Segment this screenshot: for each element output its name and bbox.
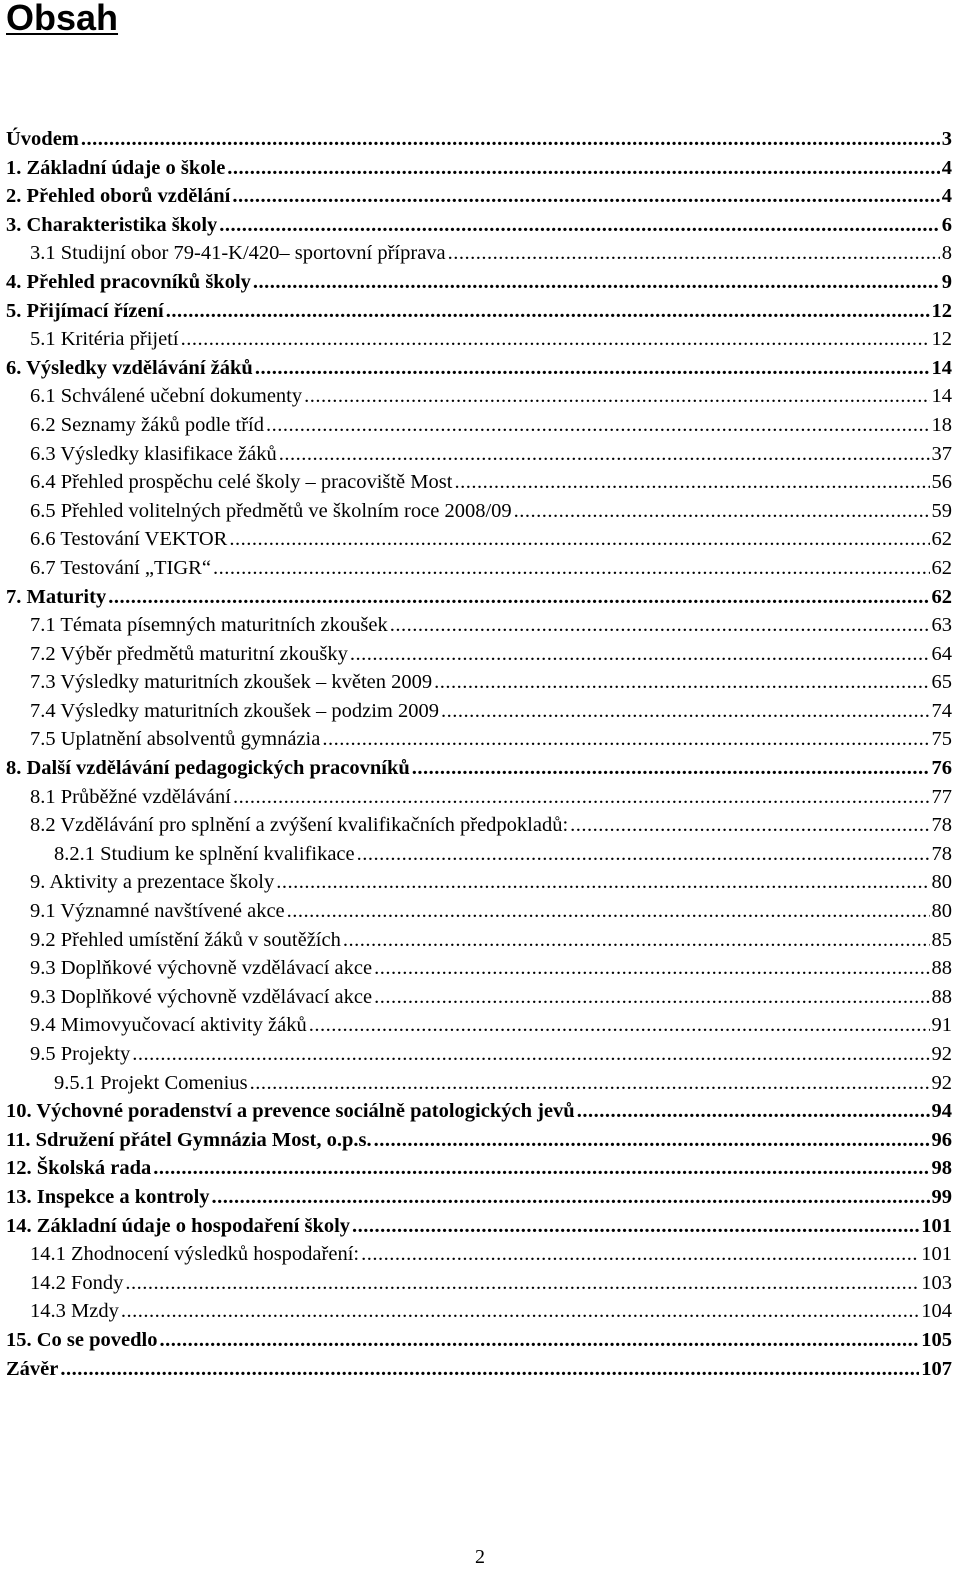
toc-dot-leader xyxy=(514,497,930,526)
toc-entry-title: Závěr xyxy=(6,1357,59,1380)
toc-dot-leader xyxy=(276,868,929,897)
toc-entry[interactable] xyxy=(6,1297,952,1326)
toc-dot-leader xyxy=(352,1212,919,1241)
toc-entry[interactable] xyxy=(6,239,952,268)
toc-entry-page: 92 xyxy=(931,1043,952,1065)
toc-entry[interactable] xyxy=(6,897,952,926)
toc-entry-title: 3.1 Studijní obor 79-41-K/420– sportovní příprava xyxy=(30,242,446,265)
toc-entry-title: 4. Přehled pracovníků školy xyxy=(6,270,251,293)
toc-entry[interactable] xyxy=(6,783,952,812)
toc-entry-title: 8. Další vzdělávání pedagogických pracovníků xyxy=(6,757,410,780)
page-number: 2 xyxy=(475,1546,485,1568)
toc-entry-title: 7.2 Výběr předmětů maturitní zkoušky xyxy=(30,642,348,665)
toc-entry-page: 94 xyxy=(931,1100,952,1123)
toc-entry-title: 6.4 Přehled prospěchu celé školy – pracoviště Most xyxy=(30,471,453,494)
toc-entry-page: 18 xyxy=(931,413,952,436)
toc-entry-title: 9.2 Přehled umístění žáků v soutěžích xyxy=(30,928,341,951)
toc-entry-title: 6.3 Výsledky klasifikace žáků xyxy=(30,442,277,465)
toc-entry-page: 3 xyxy=(941,128,952,150)
toc-entry-title: 1. Základní údaje o škole xyxy=(6,156,226,179)
toc-entry-page: 96 xyxy=(931,1128,952,1151)
toc-entry-page: 99 xyxy=(931,1185,952,1208)
toc-entry[interactable] xyxy=(6,1011,952,1040)
toc-entry[interactable] xyxy=(6,125,952,154)
toc-entry-page: 80 xyxy=(931,871,952,894)
toc-entry-page: 14 xyxy=(931,385,952,408)
toc-entry-title: 7. Maturity xyxy=(6,585,107,608)
toc-entry-title: 9.3 Doplňkové výchovně vzdělávací akce xyxy=(30,985,373,1008)
toc-entry[interactable] xyxy=(6,211,952,240)
toc-dot-leader xyxy=(454,468,929,497)
toc-entry-title: 7.3 Výsledky maturitních zkoušek – květen 2009 xyxy=(30,671,433,694)
toc-entry-title: 14. Základní údaje o hospodaření školy xyxy=(6,1214,351,1237)
toc-entry-page: 8 xyxy=(941,242,952,265)
toc-entry[interactable] xyxy=(6,840,952,869)
toc-dot-leader xyxy=(309,1011,930,1040)
toc-dot-leader xyxy=(287,897,930,926)
toc-entry-page: 98 xyxy=(931,1157,952,1180)
toc-dot-leader xyxy=(374,954,929,983)
toc-entry-title: 7.1 Témata písemných maturitních zkoušek xyxy=(30,614,388,637)
toc-entry-page: 76 xyxy=(931,757,952,780)
toc-dot-leader xyxy=(343,926,930,955)
toc-entry[interactable] xyxy=(6,497,952,526)
toc-dot-leader xyxy=(159,1326,919,1355)
toc-entry-page: 101 xyxy=(921,1243,952,1266)
toc-entry-title: 8.1 Průběžné vzdělávání xyxy=(30,785,231,808)
toc-entry-title: 8.2.1 Studium ke splnění kvalifikace xyxy=(54,842,355,865)
toc-entry[interactable] xyxy=(6,1154,952,1183)
toc-entry-title: 11. Sdružení přátel Gymnázia Most, o.p.s. xyxy=(6,1128,372,1151)
toc-entry-title: 14.1 Zhodnocení výsledků hospodaření: xyxy=(30,1243,360,1266)
toc-entry-page: 65 xyxy=(931,671,952,694)
toc-entry[interactable] xyxy=(6,1097,952,1126)
toc-entry-title: 6.2 Seznamy žáků podle tříd xyxy=(30,413,264,436)
toc-entry-page: 4 xyxy=(941,156,952,179)
toc-entry-page: 77 xyxy=(931,785,952,808)
toc-entry-page: 9 xyxy=(941,270,952,293)
toc-dot-leader xyxy=(153,1154,929,1183)
toc-dot-leader xyxy=(255,354,930,383)
toc-entry[interactable] xyxy=(6,1069,952,1098)
toc-entry-title: 6.1 Schválené učební dokumenty xyxy=(30,385,303,408)
toc-entry[interactable] xyxy=(6,611,952,640)
toc-entry[interactable] xyxy=(6,811,952,840)
toc-dot-leader xyxy=(227,154,939,183)
toc-dot-leader xyxy=(266,411,930,440)
toc-entry[interactable] xyxy=(6,154,952,183)
toc-entry[interactable] xyxy=(6,640,952,669)
toc-entry-title: 7.5 Uplatnění absolventů gymnázia xyxy=(30,728,321,751)
toc-entry-page: 88 xyxy=(931,985,952,1008)
toc-dot-leader xyxy=(304,382,929,411)
toc-entry-page: 107 xyxy=(921,1357,952,1380)
toc-entry-title: 9.4 Mimovyučovací aktivity žáků xyxy=(30,1014,307,1037)
toc-dot-leader xyxy=(357,840,930,869)
toc-dot-leader xyxy=(322,725,929,754)
toc-entry-page: 63 xyxy=(931,614,952,637)
toc-entry-title: 9.5 Projekty xyxy=(30,1043,131,1065)
toc-entry-title: 6. Výsledky vzdělávání žáků xyxy=(6,356,253,379)
toc-entry-page: 78 xyxy=(931,814,952,837)
toc-entry-page: 64 xyxy=(931,642,952,665)
toc-entry-title: 5. Přijímací řízení xyxy=(6,299,164,322)
toc-entry-page: 14 xyxy=(931,356,952,379)
toc-entry-title: 2. Přehled oborů vzdělání xyxy=(6,185,231,208)
toc-entry[interactable] xyxy=(6,554,952,583)
toc-entry-title: 12. Školská rada xyxy=(6,1157,152,1180)
toc-entry-title: 8.2 Vzdělávání pro splnění a zvýšení kvalifikačních předpokladů: xyxy=(30,814,569,837)
toc-dot-leader xyxy=(279,440,930,469)
toc-entry[interactable] xyxy=(6,297,952,326)
toc-entry-page: 78 xyxy=(931,842,952,865)
toc-dot-leader xyxy=(229,525,929,554)
toc-entry[interactable] xyxy=(6,583,952,612)
toc-entry-title: 13. Inspekce a kontroly xyxy=(6,1185,210,1208)
toc-dot-leader xyxy=(212,1183,930,1212)
toc-entry-page: 88 xyxy=(931,957,952,980)
toc-entry-title: 6.7 Testování „TIGR“ xyxy=(30,556,211,579)
toc-entry-page: 56 xyxy=(931,471,952,494)
toc-entry-page: 12 xyxy=(931,328,952,351)
toc-entry-page: 74 xyxy=(931,699,952,722)
toc-entry-title: 14.3 Mzdy xyxy=(30,1300,119,1323)
toc-dot-leader xyxy=(132,1040,929,1069)
toc-entry-page: 101 xyxy=(921,1214,952,1237)
toc-entry[interactable] xyxy=(6,754,952,783)
toc-entry[interactable] xyxy=(6,954,952,983)
toc-entry-page: 62 xyxy=(931,556,952,579)
toc-entry[interactable] xyxy=(6,1326,952,1355)
toc-dot-leader xyxy=(570,811,929,840)
toc-entry-page: 85 xyxy=(931,928,952,951)
toc-dot-leader xyxy=(108,583,929,612)
page-title: Obsah xyxy=(6,0,119,38)
toc-entry-title: Úvodem xyxy=(6,128,79,150)
toc-dot-leader xyxy=(213,554,930,583)
toc-entry-page: 59 xyxy=(931,499,952,522)
toc-entry-title: 9.5.1 Projekt Comenius xyxy=(54,1071,248,1094)
toc-dot-leader xyxy=(374,983,929,1012)
toc-dot-leader xyxy=(253,268,940,297)
toc-entry[interactable] xyxy=(6,411,952,440)
toc-entry[interactable] xyxy=(6,182,952,211)
toc-dot-leader xyxy=(361,1240,919,1269)
toc-entry-page: 75 xyxy=(931,728,952,751)
toc-dot-leader xyxy=(166,297,930,326)
toc-entry[interactable] xyxy=(6,1355,952,1384)
toc-dot-leader xyxy=(233,783,930,812)
toc-dot-leader xyxy=(232,182,939,211)
toc-entry-page: 4 xyxy=(941,185,952,208)
toc-entry[interactable] xyxy=(6,325,952,354)
toc-entry-title: 6.5 Přehled volitelných předmětů ve školním roce 2008/09 xyxy=(30,499,512,522)
toc-dot-leader xyxy=(250,1069,930,1098)
toc-entry-page: 91 xyxy=(931,1014,952,1037)
toc-entry[interactable] xyxy=(6,1183,952,1212)
toc-entry-title: 5.1 Kritéria přijetí xyxy=(30,328,179,351)
toc-entry-page: 62 xyxy=(931,528,952,551)
toc-entry-page: 104 xyxy=(921,1300,952,1323)
toc-dot-leader xyxy=(181,325,930,354)
toc-entry-title: 6.6 Testování VEKTOR xyxy=(30,528,228,551)
toc-entry-title: 14.2 Fondy xyxy=(30,1271,124,1294)
toc-entry-title: 9. Aktivity a prezentace školy xyxy=(30,871,275,894)
toc-entry[interactable] xyxy=(6,1269,952,1298)
toc-entry-page: 62 xyxy=(931,585,952,608)
toc-entry[interactable] xyxy=(6,926,952,955)
toc-entry[interactable] xyxy=(6,697,952,726)
toc-entry-title: 10. Výchovné poradenství a prevence sociálně patologických jevů xyxy=(6,1100,575,1123)
toc-entry[interactable] xyxy=(6,725,952,754)
toc-entry[interactable] xyxy=(6,382,952,411)
toc-entry-page: 80 xyxy=(931,900,952,923)
table-of-contents xyxy=(6,125,952,1383)
toc-entry[interactable] xyxy=(6,983,952,1012)
toc-dot-leader xyxy=(81,125,940,154)
toc-dot-leader xyxy=(577,1097,930,1126)
toc-entry-title: 15. Co se povedlo xyxy=(6,1328,158,1351)
toc-entry[interactable] xyxy=(6,440,952,469)
toc-entry-page: 92 xyxy=(931,1071,952,1094)
toc-entry-title: 9.1 Významné navštívené akce xyxy=(30,900,285,923)
toc-entry[interactable] xyxy=(6,1040,952,1069)
toc-entry[interactable] xyxy=(6,1212,952,1241)
toc-entry-page: 37 xyxy=(931,442,952,465)
toc-entry[interactable] xyxy=(6,354,952,383)
toc-entry[interactable] xyxy=(6,268,952,297)
toc-dot-leader xyxy=(60,1355,919,1384)
toc-entry[interactable] xyxy=(6,468,952,497)
toc-dot-leader xyxy=(390,611,930,640)
toc-dot-leader xyxy=(448,239,940,268)
toc-entry[interactable] xyxy=(6,1240,952,1269)
toc-entry[interactable] xyxy=(6,868,952,897)
toc-entry-page: 6 xyxy=(941,213,952,236)
toc-dot-leader xyxy=(350,640,930,669)
toc-entry[interactable] xyxy=(6,1126,952,1155)
toc-entry[interactable] xyxy=(6,525,952,554)
toc-entry-title: 3. Charakteristika školy xyxy=(6,213,218,236)
toc-entry-title: 7.4 Výsledky maturitních zkoušek – podzim 2009 xyxy=(30,699,439,722)
toc-entry-page: 105 xyxy=(921,1328,952,1351)
toc-dot-leader xyxy=(374,1126,930,1155)
toc-dot-leader xyxy=(441,697,930,726)
toc-entry-page: 12 xyxy=(931,299,952,322)
toc-entry-page: 103 xyxy=(921,1271,952,1294)
toc-entry[interactable] xyxy=(6,668,952,697)
toc-dot-leader xyxy=(125,1269,919,1298)
toc-entry-title: 9.3 Doplňkové výchovně vzdělávací akce xyxy=(30,957,373,980)
toc-dot-leader xyxy=(412,754,930,783)
toc-dot-leader xyxy=(219,211,939,240)
toc-dot-leader xyxy=(434,668,929,697)
toc-dot-leader xyxy=(121,1297,919,1326)
